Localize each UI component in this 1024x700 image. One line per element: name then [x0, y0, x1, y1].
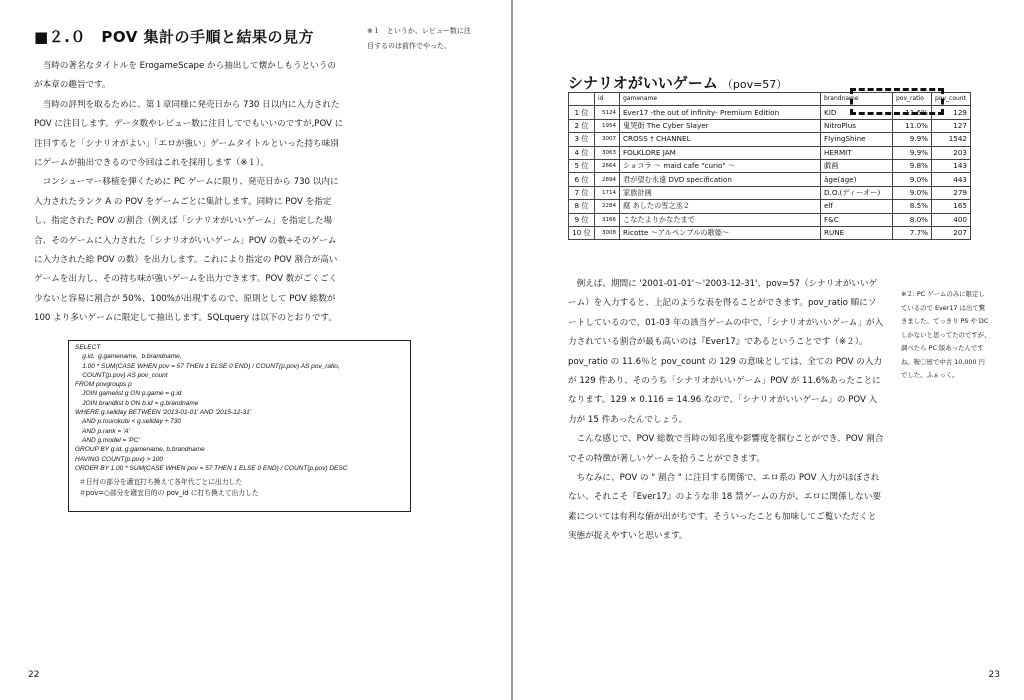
cell-pov-count: 279	[932, 186, 971, 199]
code-line: JOIN brandlist b ON b.id = g.brandname	[75, 399, 199, 407]
cell-id: 5124	[595, 106, 620, 119]
cell-gamename: FOLKLORE JAM	[620, 146, 821, 159]
cell-pov-count: 165	[932, 200, 971, 213]
code-line: AND p.tourokubi < g.sellday + 730	[75, 418, 181, 426]
cell-brandname: NitroPlus	[821, 119, 893, 132]
code-line: WHERE g.sellday BETWEEN '2013-01-01' AND '2015-12-31'	[75, 409, 251, 417]
cell-brandname: FlyingShine	[821, 133, 893, 146]
cell-brandname: D.O.(ディーオー)	[821, 186, 893, 199]
cell-rank: 7 位	[569, 186, 595, 199]
cell-id: 3008	[595, 226, 620, 239]
sql-code-box	[68, 340, 411, 512]
cell-pov-ratio: 11.0%	[893, 119, 932, 132]
code-line: JOIN gamelist g ON p.game = g.id	[75, 390, 182, 398]
cell-id: 2664	[595, 159, 620, 172]
cell-brandname: KID	[821, 106, 893, 119]
cell-pov-ratio: 9.8%	[893, 159, 932, 172]
cell-brandname: âge(age)	[821, 173, 893, 186]
header-rank	[569, 93, 595, 106]
table-row	[569, 186, 971, 199]
cell-gamename: 君が望む永遠 DVD specification	[620, 173, 821, 186]
cell-pov-count: 207	[932, 226, 971, 239]
table-row	[569, 133, 971, 146]
cell-brandname: elf	[821, 200, 893, 213]
cell-rank: 6 位	[569, 173, 595, 186]
cell-brandname: RUNE	[821, 226, 893, 239]
right-body-text	[568, 275, 884, 547]
cell-gamename: こなたよりかなたまで	[620, 213, 821, 226]
table-row	[569, 146, 971, 159]
cell-id: 2284	[595, 200, 620, 213]
cell-rank: 9 位	[569, 213, 595, 226]
cell-id: 3007	[595, 133, 620, 146]
paragraph: コンシューマー移植を弾くために PC ゲームに限り、発売日から 730 以内に入力されたランク A の POV をゲームごとに集計します。同時に POV を指定し、指定された POV の割合（例えば「シナリオがいいゲーム」を指定した場合、そのゲームに入力された「シナリオがいいゲーム」POV の数÷そのゲームに入力された総 POV の数）を出力します。これにより指定の POV 割合が高いゲームを出力し、その持ち味が強いゲームを出力できます。POV 数がごくごく少ないと容易に割合が 50%、100%が出現するので、原則として POV 総数が 100 より多いゲームに限定して抽出します。SQLquery は以下のとおりです。	[34, 177, 339, 324]
cell-gamename: Ever17 -the out of infinity- Premium Edition	[620, 106, 821, 119]
cell-gamename: Ricotte ～アルペンブルの歌姫～	[620, 226, 821, 239]
section-title: ■２.０ POV 集計の手順と結果の見方	[34, 28, 315, 46]
code-line: FROM povgroups p	[75, 381, 132, 389]
code-line: SELECT	[75, 344, 101, 351]
cell-brandname: HERMIT	[821, 146, 893, 159]
cell-pov-ratio: 9.9%	[893, 146, 932, 159]
cell-pov-count: 1542	[932, 133, 971, 146]
cell-id: 3063	[595, 146, 620, 159]
footnote-1: ※１ というか、レビュー数に注目するのは前作でやった。	[367, 27, 471, 50]
cell-gamename: 腐 あしたの雪之丞２	[620, 200, 821, 213]
table-row	[569, 119, 971, 132]
cell-pov-count: 400	[932, 213, 971, 226]
code-line: GROUP BY g.id, g.gamename, b.brandname	[75, 446, 205, 454]
code-line: 1.00 * SUM(CASE WHEN pov = 57 THEN 1 ELSE 0 END) / COUNT(p.pov) AS pov_ratio,	[75, 362, 340, 370]
table-row	[569, 213, 971, 226]
table-row	[569, 159, 971, 172]
code-line: AND p.rank = 'A'	[75, 427, 130, 435]
cell-pov-ratio: 9.0%	[893, 173, 932, 186]
cell-rank: 1 位	[569, 106, 595, 119]
cell-pov-ratio: 8.5%	[893, 200, 932, 213]
header-pov-count: pov_count	[932, 93, 971, 106]
cell-gamename: CROSS † CHANNEL	[620, 133, 821, 146]
cell-pov-ratio: 8.0%	[893, 213, 932, 226]
cell-rank: 5 位	[569, 159, 595, 172]
cell-pov-ratio: 7.7%	[893, 226, 932, 239]
page-number-right: 23	[988, 670, 1000, 680]
table-row	[569, 200, 971, 213]
header-id: id	[595, 93, 620, 106]
cell-id: 2894	[595, 173, 620, 186]
cell-id: 1954	[595, 119, 620, 132]
table-title	[568, 72, 787, 93]
cell-pov-ratio: 11.6%	[893, 106, 932, 119]
cell-pov-ratio: 9.0%	[893, 186, 932, 199]
cell-rank: 2 位	[569, 119, 595, 132]
code-line: AND g.model = 'PC'	[75, 436, 140, 444]
cell-brandname: 戯画	[821, 159, 893, 172]
highlight-dashed-box	[850, 88, 944, 115]
code-line: COUNT(p.pov) AS pov_count	[75, 371, 168, 379]
code-line: ORDER BY 1.00 * SUM(CASE WHEN pov = 57 THEN 1 ELSE 0 END) / COUNT(p.pov) DESC	[75, 464, 348, 472]
cell-gamename: 家族計画	[620, 186, 821, 199]
table-row	[569, 173, 971, 186]
paragraph: 当時の著名なタイトルを ErogameScape から抽出して懐かしもうというのが本章の趣旨です。	[34, 61, 336, 91]
table-row	[569, 226, 971, 239]
cell-pov-count: 127	[932, 119, 971, 132]
cell-pov-count: 143	[932, 159, 971, 172]
cell-brandname: F&C	[821, 213, 893, 226]
header-pov-ratio: pov_ratio	[893, 93, 932, 106]
page-number-left: 22	[28, 670, 40, 680]
footnote-2: ※２: PC ゲームのみに限定しているので Ever17 は出て驚きました。てっきり PS や DC しかないと思ってたのですが、調べたら PC 版あったんですね。鞍〇屋で中古 10,000 円でした。ふぁっく。	[901, 290, 991, 379]
code-comment: ＃日付の部分を適宜打ち換えて各年代ごとに出力した	[79, 478, 243, 487]
code-comment: ＃pov=○部分を適宜目的の pov_id に打ち換えて出力した	[79, 488, 259, 497]
cell-id: 3166	[595, 213, 620, 226]
code-line: HAVING COUNT(p.pov) > 100	[75, 455, 163, 463]
cell-rank: 3 位	[569, 133, 595, 146]
cell-pov-count: 129	[932, 106, 971, 119]
cell-rank: 10 位	[569, 226, 595, 239]
table-title-text: シナリオがいいゲーム	[568, 74, 718, 92]
header-gamename: gamename	[620, 93, 821, 106]
cell-pov-count: 203	[932, 146, 971, 159]
left-body-text	[34, 57, 344, 329]
paragraph: ちなみに、POV の " 割合 " に注目する関係で、エロ系の POV 入力がほぼされない、それこそ『Ever17』のような非 18 禁ゲームの方が、エロに関係しない要素については有利な値が出がちです。そういったことも加味してご覧いただくと実態が捉えやすいと思います。	[568, 473, 882, 542]
header-brandname: brandname	[821, 93, 893, 106]
cell-id: 1714	[595, 186, 620, 199]
paragraph: 例えば、期間に '2001-01-01'～'2003-12-31'、pov=57（シナリオがいいゲーム）を入力すると、上記のような表を得ることができます。pov_ratio 順にソートしているので、01-03 年の該当ゲームの中で、「シナリオがいいゲーム」が入力されている割合が最も高いのは『Ever17』であるということです（※２）。pov_ratio の 11.6％と pov_count の 129 の意味としては、全ての POV の入力が 129 件あり、そのうち「シナリオがいいゲーム」POV が 11.6%あったことになります。129 × 0.116 = 14.96 なので、「シナリオがいいゲーム」の POV 入力が 15 件あったんでしょう。	[568, 279, 884, 425]
paragraph: こんな感じで、POV 総数で当時の知名度や影響度を掴むことができ、POV 割合でその特徴が著しいゲームを拾うことができます。	[568, 434, 884, 464]
table-subtitle: （pov=57）	[721, 78, 788, 91]
right-page	[513, 0, 1024, 700]
cell-gamename: ショコラ ～ maid cafe "curio" ～	[620, 159, 821, 172]
cell-rank: 4 位	[569, 146, 595, 159]
cell-gamename: 鬼哭街 The Cyber Slayer	[620, 119, 821, 132]
code-line: g.id, g.gamename, b.brandname,	[75, 353, 182, 361]
cell-rank: 8 位	[569, 200, 595, 213]
cell-pov-ratio: 9.9%	[893, 133, 932, 146]
paragraph: 当時の評判を取るために、第１章同様に発売日から 730 日以内に入力された POV に注目します。データ数やレビュー数に注目してでもいいのですが,POV に注目すると「シナリオがよい」「エロが強い」ゲームタイトルといった持ち味別にゲームが抽出できるので今回はこれを採用します（※１）。	[34, 99, 344, 169]
cell-pov-count: 443	[932, 173, 971, 186]
